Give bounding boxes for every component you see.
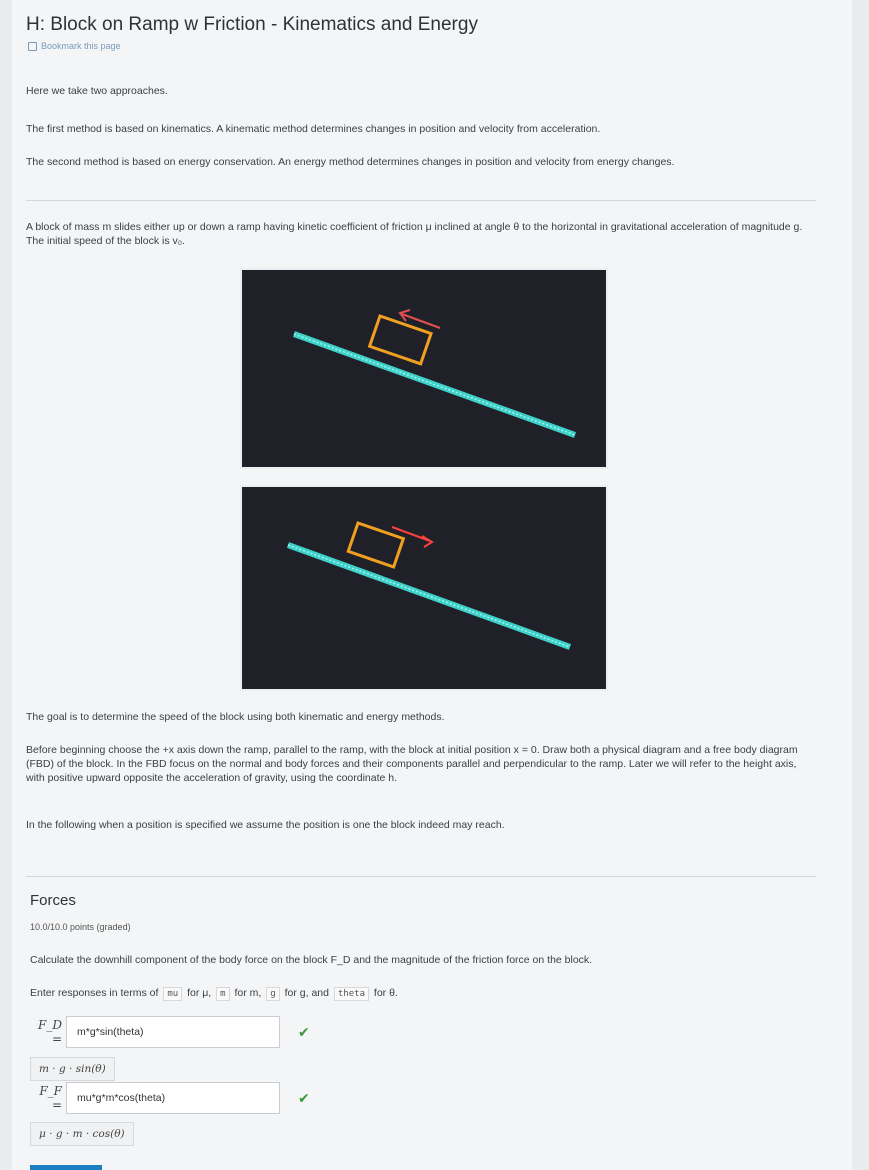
fd-label: F_D = xyxy=(38,1018,62,1046)
fd-preview: m · g · sin(θ) xyxy=(30,1057,115,1081)
problem-statement: A block of mass m slides either up or down a ramp having kinetic coefficient of friction μ inclined at angle θ to the horizontal in gravitational acceleration of magnitude g. The initial speed of the block is v₀. xyxy=(26,221,803,247)
question-text: Calculate the downhill component of the body force on the block F_D and the magnitude of the friction force on the block. xyxy=(30,954,593,966)
simulation-down-ramp xyxy=(240,485,608,691)
fd-input[interactable] xyxy=(75,1025,279,1039)
assumption-paragraph: In the following when a position is specified we assume the position is one the block indeed may reach. xyxy=(26,819,505,831)
intro-paragraph-3: The second method is based on energy conservation. An energy method determines changes in position and velocity from energy changes. xyxy=(26,156,675,168)
page-title: H: Block on Ramp w Friction - Kinematics and Energy xyxy=(26,14,478,35)
instructions: Enter responses in terms of mu for μ, m for m, g for g, and theta for θ. xyxy=(30,987,398,999)
section-title-forces: Forces xyxy=(30,892,76,909)
section-divider xyxy=(26,876,816,877)
check-icon: ✔ xyxy=(298,1089,310,1106)
ff-label: F_F = xyxy=(39,1084,62,1112)
answer-row-ff xyxy=(30,1082,310,1114)
ff-input-box[interactable] xyxy=(66,1082,280,1114)
variable-chip-m: m xyxy=(216,987,229,1001)
setup-paragraph: Before beginning choose the +x axis down the ramp, parallel to the ramp, with the block at initial position x = 0. Draw both a physical diagram and a free body diagram (FBD) of the block. In the FBD focus on the normal and body forces and their components parallel and perpendicular to the ramp. Later we will refer to the height axis, with positive upward opposite the acceleration of gravity, using the coordinate h. xyxy=(26,744,798,784)
points-status: 10.0/10.0 points (graded) xyxy=(30,922,131,932)
fd-input-box[interactable] xyxy=(66,1016,280,1048)
answer-row-fd xyxy=(30,1016,310,1048)
submit-button[interactable] xyxy=(30,1165,102,1170)
ff-input[interactable] xyxy=(75,1091,279,1105)
page xyxy=(12,0,852,1170)
ramp-texture xyxy=(294,334,575,435)
ff-preview: μ · g · m · cos(θ) xyxy=(30,1122,134,1146)
variable-chip-theta: theta xyxy=(334,987,369,1001)
goal-paragraph: The goal is to determine the speed of the block using both kinematic and energy methods. xyxy=(26,711,445,723)
divider xyxy=(26,200,816,201)
intro-paragraph-2: The first method is based on kinematics. A kinematic method determines changes in position and velocity from acceleration. xyxy=(26,123,601,135)
block xyxy=(348,523,403,567)
simulation-up-ramp xyxy=(240,268,608,469)
variable-chip-mu: mu xyxy=(163,987,182,1001)
intro-paragraph-1: Here we take two approaches. xyxy=(26,85,168,97)
bookmark-link[interactable] xyxy=(28,41,121,51)
variable-chip-g: g xyxy=(266,987,279,1001)
bookmark-icon xyxy=(28,42,37,51)
block xyxy=(370,316,431,364)
bookmark-label: Bookmark this page xyxy=(41,41,121,51)
check-icon: ✔ xyxy=(298,1023,310,1040)
